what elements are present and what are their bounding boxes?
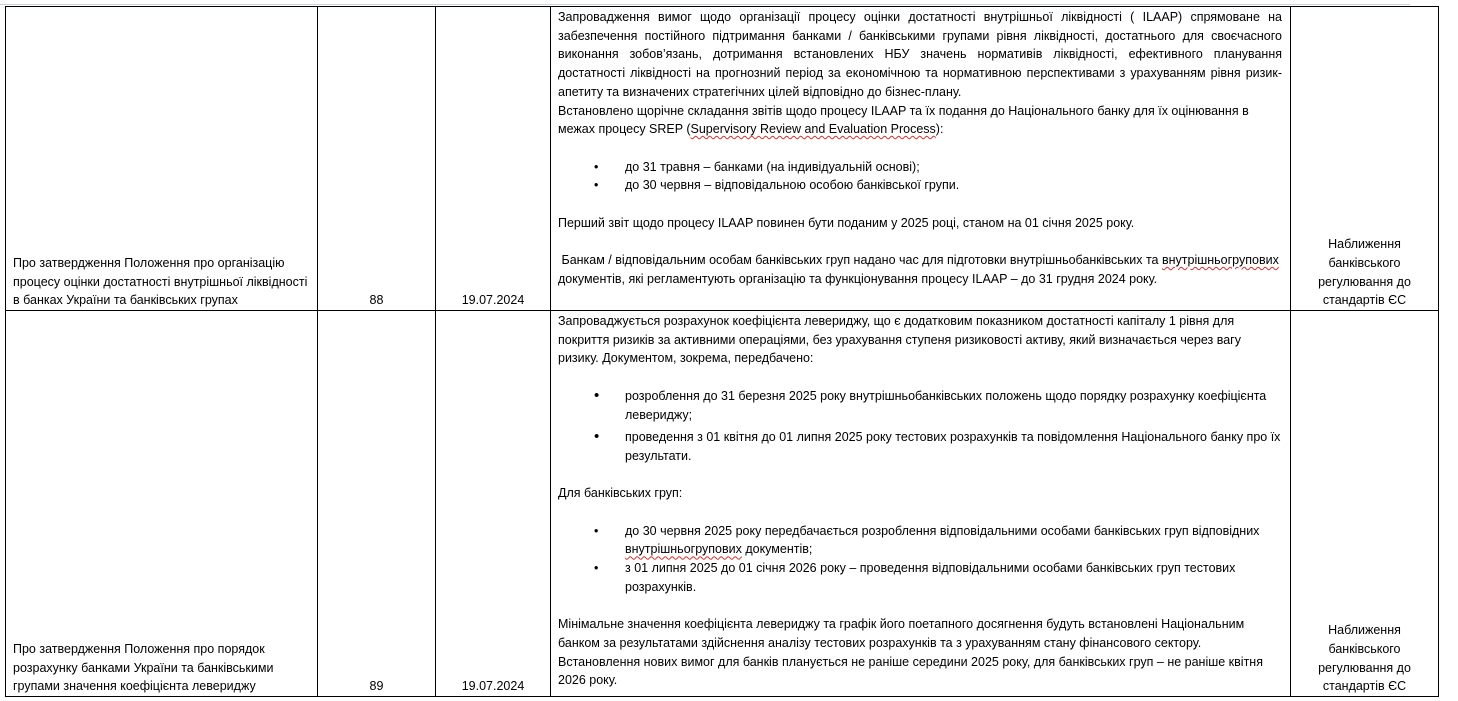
- bullet-icon: •: [594, 386, 600, 404]
- regulation-goal-cell: [1291, 7, 1439, 311]
- table-row: [6, 7, 1439, 311]
- regulation-title-cell: [6, 311, 318, 697]
- list-item: • до 31 травня – банками (на індивідуальній основі);: [558, 158, 1282, 177]
- list-item: • з 01 липня 2025 до 01 січня 2026 року – проведення відповідальними особами банківських груп тестових розрахунків.: [594, 561, 1236, 594]
- regulation-title: Про затвердження Положення про порядок розрахунку банками України та банківськими групами значення коефіцієнта левериджу: [13, 641, 274, 694]
- regulation-number-cell: [318, 311, 436, 697]
- regulation-date-cell: [436, 7, 551, 311]
- regulation-number: 88: [369, 293, 384, 308]
- regulation-date-cell: [436, 311, 551, 697]
- regulation-number-cell: [318, 7, 436, 311]
- regulation-description-cell: [551, 7, 1291, 311]
- regulation-number: 89: [369, 679, 384, 694]
- bullet-icon: •: [594, 561, 599, 576]
- list-item: • розроблення до 31 березня 2025 року внутрішньобанківських положень щодо порядку розрахунку коефіцієнта левериджу;: [594, 386, 1267, 422]
- bullet-icon: •: [594, 159, 599, 174]
- bullet-icon: •: [594, 428, 600, 446]
- regulation-goal: Наближення банківського регулювання до стандартів ЄС: [1318, 237, 1411, 308]
- bullet-icon: •: [594, 178, 599, 193]
- regulation-title-cell: [6, 7, 318, 311]
- regulation-goal: Наближення банківського регулювання до стандартів ЄС: [1318, 623, 1411, 694]
- srep-link: Supervisory Review and Evaluation Process: [690, 122, 936, 137]
- regulations-table: [5, 6, 1439, 697]
- description-paragraph: Запровадження вимог щодо організації процесу оцінки достатності внутрішньої ліквідності ( ILAAP) спрямоване на забезпечення постійного підтримання банками / банківськими групами рівня ліквідності, достатнього для своєчасного виконання зобов’язань, дотримання встановлених НБУ значень нормативів ліквідності, ефективного планування достатності ліквідності на прогнозний період за економічною та нормативною перспективами з урахуванням рівня ризик-апетиту та визначених стратегічних цілей відповідно до бізнес-плану.: [558, 10, 1282, 99]
- description-paragraph: Перший звіт щодо процесу ILAAP повинен бути поданим у 2025 році, станом на 01 січня 2025 року.: [558, 215, 1135, 230]
- list-item: • проведення з 01 квітня до 01 липня 2025 року тестових розрахунків та повідомлення Національного банку про їх результати.: [594, 428, 1281, 463]
- description-paragraph: Мінімальне значення коефіцієнта левериджу та графік його поетапного досягнення будуть встановлені Національним банком за результатами здійснення аналізу тестових розрахунків та з урахуванням стану фінансового сектору. Встановлення нових вимог для банків планується не раніше середини 2025 року, для банківських груп – не раніше квітня 2026 року.: [558, 617, 1263, 688]
- deadline-list: [558, 158, 1282, 195]
- description-paragraph: Для банківських груп:: [558, 486, 683, 501]
- requirements-list: [558, 387, 1282, 466]
- description-paragraph: Запроваджується розрахунок коефіцієнта левериджу, що є додатковим показником достатності капіталу 1 рівня для покриття ризиків за активними операціями, без урахування ступеня ризиковості активу, який визначається через вагу ризику. Документом, зокрема, передбачено:: [558, 314, 1241, 366]
- bullet-icon: •: [594, 523, 599, 538]
- table-row: [6, 311, 1439, 697]
- regulation-title: Про затвердження Положення про організацію процесу оцінки достатності внутрішньої ліквідності в банках України та банківських групах: [13, 255, 308, 308]
- regulation-description-cell: [551, 311, 1291, 697]
- description-paragraph: Встановлено щорічне складання звітів щодо процесу ILAAP та їх подання до Національного банку для їх оцінювання в межах процесу SREP (Supervisory Review and Evaluation Process):: [558, 103, 1249, 137]
- regulation-date: 19.07.2024: [461, 293, 525, 308]
- regulation-goal-cell: [1291, 311, 1439, 697]
- description-paragraph: Банкам / відповідальним особам банківських груп надано час для підготовки внутрішньобанківських та внутрішньогрупових документів, які регламентують організацію та функціонування процесу ILAAP – до 31 грудня 2024 року.: [558, 253, 1283, 286]
- group-requirements-list: [558, 522, 1282, 597]
- list-item: • до 30 червня 2025 року передбачається розроблення відповідальними особами банківських груп відповідних внутрішньогрупових документів;: [594, 523, 1260, 557]
- list-item: • до 30 червня – відповідальною особою банківської групи.: [558, 176, 1282, 195]
- top-border-line: [0, 4, 1410, 5]
- regulation-date: 19.07.2024: [461, 679, 525, 694]
